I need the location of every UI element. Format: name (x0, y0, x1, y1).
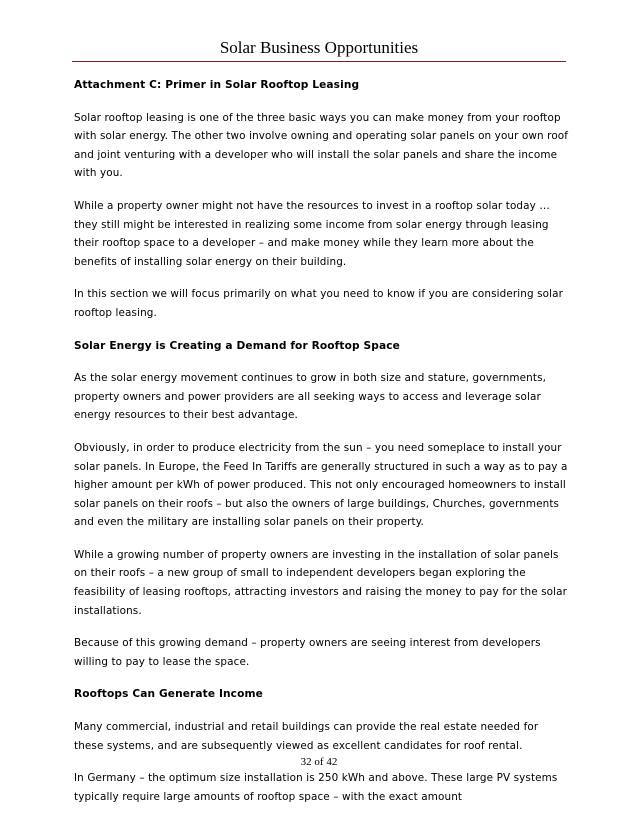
paragraph: In this section we will focus primarily on what you need to know if you are considering solar rooftop leasing. (74, 288, 563, 319)
section-heading-rooftops-income: Rooftops Can Generate Income (74, 688, 263, 701)
header-divider (72, 61, 566, 62)
running-header: Solar Business Opportunities (219, 38, 419, 57)
page-number: 32 of 42 (300, 756, 338, 768)
paragraph: Solar rooftop leasing is one of the three basic ways you can make money from your rooftop with solar energy. The other two involve owning and operating solar panels on your own roof and joint venturing with a developer who will install the solar panels and share the income with you. (74, 111, 569, 180)
paragraph: Because of this growing demand – property owners are seeing interest from developers willing to pay to lease the space. (74, 637, 541, 668)
paragraph: Obviously, in order to produce electricity from the sun – you need someplace to install your solar panels. In Europe, the Feed In Tariffs are generally structured in such a way as to pay a higher amount per kWh of power produced. This not only encouraged homeowners to install solar panels on their roofs – but also the owners of large buildings, Churches, governments and even the military are installing solar panels on their property. (74, 441, 568, 529)
paragraph: As the solar energy movement continues to grow in both size and stature, governments, property owners and power providers are all seeking ways to access and leverage solar energy resources to their best advantage. (74, 372, 547, 422)
paragraph: In Germany – the optimum size installation is 250 kWh and above. These large PV systems typically require large amounts of rooftop space – with the exact amount (74, 772, 558, 803)
paragraph: While a property owner might not have the resources to invest in a rooftop solar today … they still might be interested in realizing some income from solar energy through leasing their rooftop space to a developer – and make money while they learn more about the benefits of installing solar energy on their building. (74, 199, 550, 268)
section-heading-attachment-c: Attachment C: Primer in Solar Rooftop Leasing (74, 79, 360, 91)
paragraph: While a growing number of property owners are investing in the installation of solar panels on their roofs – a new group of small to independent developers began exploring the feasibility of leasing rooftops, attracting investors and raising the money to pay for the solar installations. (74, 548, 568, 617)
section-heading-demand: Solar Energy is Creating a Demand for Rooftop Space (74, 339, 400, 352)
paragraph: Many commercial, industrial and retail buildings can provide the real estate needed for these systems, and are subsequently viewed as excellent candidates for roof rental. (74, 721, 539, 752)
document-body (74, 76, 570, 820)
